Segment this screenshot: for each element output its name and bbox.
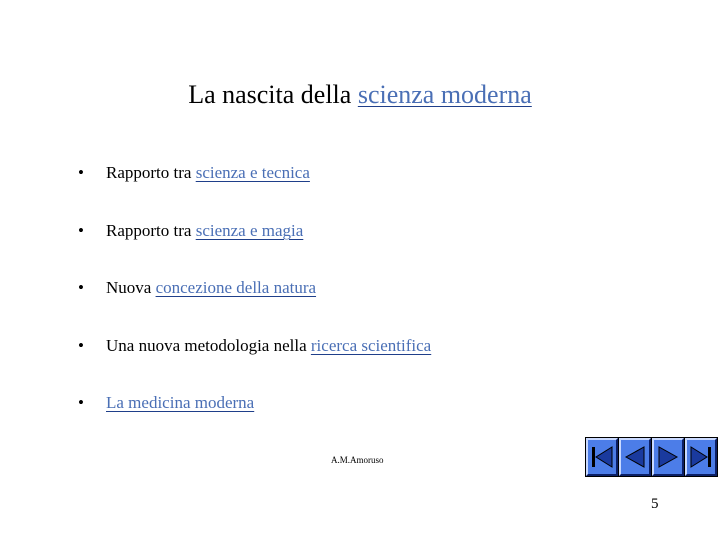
list-item [78, 335, 431, 357]
author-credit: A.M.Amoruso [331, 455, 384, 465]
bullet-marker: • [78, 393, 84, 412]
bullet-text: Rapporto tra [106, 163, 196, 182]
first-slide-icon [588, 440, 616, 474]
previous-slide-button[interactable] [619, 438, 651, 476]
next-slide-icon [654, 440, 682, 474]
next-slide-button[interactable] [652, 438, 684, 476]
list-item [78, 277, 316, 299]
previous-slide-icon [621, 440, 649, 474]
list-item [78, 220, 303, 242]
bullet-text: Nuova [106, 278, 156, 297]
bullet-link-concezione-natura[interactable]: concezione della natura [155, 278, 317, 297]
page-number: 5 [651, 496, 659, 512]
last-slide-button[interactable] [685, 438, 717, 476]
bullet-link-scienza-tecnica[interactable]: scienza e tecnica [195, 163, 310, 182]
bullet-marker: • [78, 163, 84, 182]
slide-title-link[interactable]: scienza moderna [357, 80, 532, 109]
bullet-marker: • [78, 336, 84, 355]
first-slide-button[interactable] [586, 438, 618, 476]
bullet-marker: • [78, 221, 84, 240]
bullet-link-medicina-moderna[interactable]: La medicina moderna [106, 393, 255, 412]
slide-title-text: La nascita della [188, 80, 358, 109]
bullet-text: Una nuova metodologia nella [106, 336, 311, 355]
bullet-link-scienza-magia[interactable]: scienza e magia [195, 221, 304, 240]
bullet-marker: • [78, 278, 84, 297]
list-item [78, 392, 254, 414]
bullet-link-ricerca-scientifica[interactable]: ricerca scientifica [310, 336, 432, 355]
slide-navigation [586, 438, 684, 476]
list-item [78, 162, 310, 184]
bullet-text: Rapporto tra [106, 221, 196, 240]
last-slide-icon [687, 440, 715, 474]
